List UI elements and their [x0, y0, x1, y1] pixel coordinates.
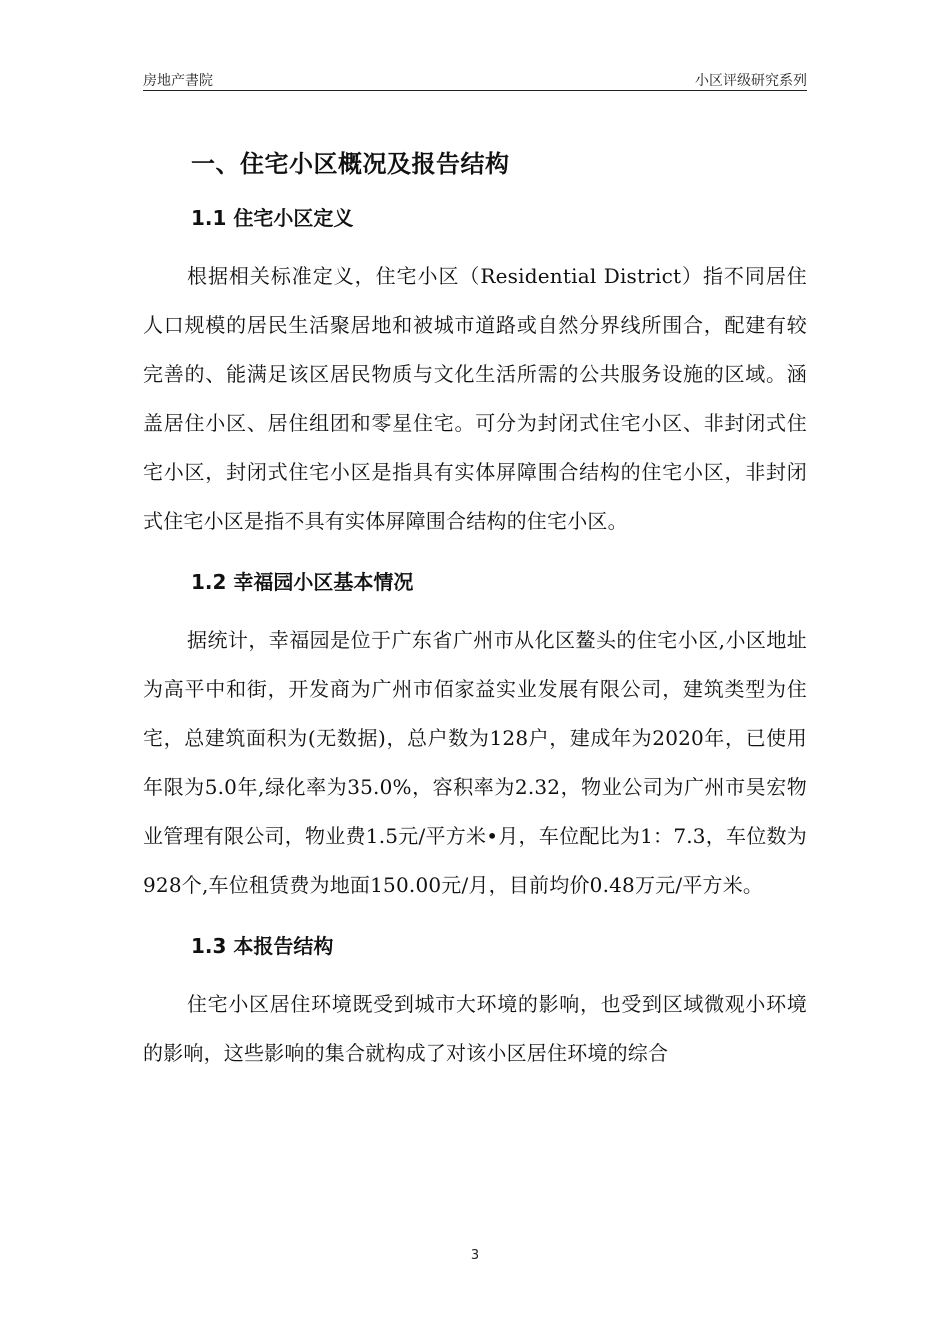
header-divider — [143, 90, 807, 91]
header-left-title: 房地产書院 — [143, 73, 213, 89]
page-header — [143, 66, 807, 90]
section-1-3-paragraph: 住宅小区居住环境既受到城市大环境的影响，也受到区域微观小环境的影响，这些影响的集合就构成了对该小区居住环境的综合 — [143, 992, 807, 1065]
chapter-heading: 一、住宅小区概况及报告结构 — [191, 150, 510, 178]
page-number: 3 — [470, 1248, 480, 1263]
section-heading-1-1: 1.1 住宅小区定义 — [191, 206, 354, 230]
section-heading-1-2: 1.2 幸福园小区基本情况 — [191, 570, 414, 594]
header-right-title: 小区评级研究系列 — [695, 73, 807, 89]
document-body — [143, 140, 807, 1078]
section-heading-1-3: 1.3 本报告结构 — [191, 934, 334, 958]
section-1-2-paragraph: 据统计，幸福园是位于广东省广州市从化区鳌头的住宅小区,小区地址为高平中和街，开发商为广州市佰家益实业发展有限公司，建筑类型为住宅，总建筑面积为(无数据)，总户数为128户，建成年为2020年，已使用年限为5.0年,绿化率为35.0%，容积率为2.32，物业公司为广州市昊宏物业管理有限公司，物业费1.5元/平方米•月，车位配比为1：7.3，车位数为928个,车位租赁费为地面150.00元/月，目前均价0.48万元/平方米。 — [143, 628, 807, 897]
section-1-1-paragraph: 根据相关标准定义，住宅小区（Residential District）指不同居住人口规模的居民生活聚居地和被城市道路或自然分界线所围合，配建有较完善的、能满足该区居民物质与文化生活所需的公共服务设施的区域。涵盖居住小区、居住组团和零星住宅。可分为封闭式住宅小区、非封闭式住宅小区，封闭式住宅小区是指具有实体屏障围合结构的住宅小区，非封闭式住宅小区是指不具有实体屏障围合结构的住宅小区。 — [143, 264, 807, 533]
